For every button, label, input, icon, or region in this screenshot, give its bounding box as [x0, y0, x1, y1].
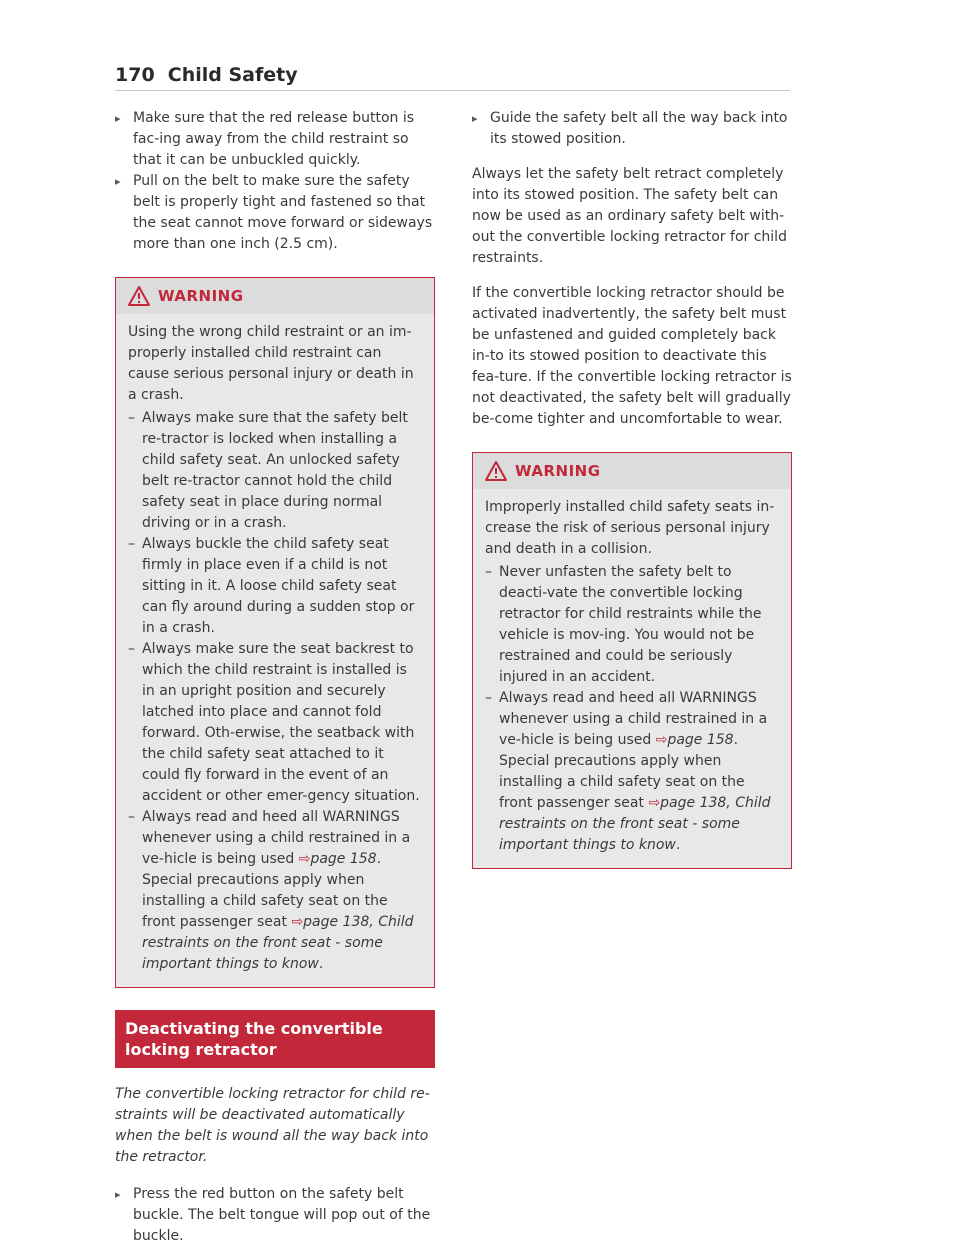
warning-item-text: .: [318, 956, 324, 972]
paragraph: Always let the safety belt retract completely into its stowed position. The safety belt can now be used as an ordinary safety belt with-out the convertible locking retractor for child restraints.: [472, 166, 787, 266]
warning-triangle-icon: [485, 461, 507, 481]
warning-item-text: . Special precautions apply when installing a child safety seat on the front passenger seat: [142, 851, 388, 930]
warning-item: – Always buckle the child safety seat firmly in place even if a child is not sitting in it. A loose child safety seat can fly around during a sudden stop or in a crash.: [128, 534, 422, 639]
section-title: Child Safety: [167, 64, 298, 86]
warning-list: [485, 562, 779, 856]
header-rule: [115, 90, 790, 91]
page-number: 170: [115, 64, 155, 86]
warning-box: [472, 452, 792, 869]
warning-item: – Never unfasten the safety belt to deacti-vate the convertible locking retractor for child restraints while the vehicle is mov-ing. You would not be restrained and could be seriously injured in an accident.: [485, 562, 779, 688]
warning-box: [115, 277, 435, 988]
warning-header: [473, 453, 791, 489]
section-heading: Deactivating the convertible locking retractor: [115, 1010, 435, 1068]
step-list: [472, 108, 792, 150]
step-item: ▸ Make sure that the red release button is fac-ing away from the child restraint so that it can be unbuckled quickly.: [115, 108, 435, 171]
warning-title: WARNING: [515, 462, 601, 480]
cross-reference-link[interactable]: ⇨page 158: [298, 851, 377, 867]
warning-body: [473, 489, 791, 868]
step-item: ▸ Pull on the belt to make sure the safety belt is properly tight and fastened so that the seat cannot move forward or sideways more than one inch (2.5 cm).: [115, 171, 435, 255]
warning-item: – Always make sure that the safety belt re-tractor is locked when installing a child safety seat. An unlocked safety belt re-tractor cannot hold the child safety seat in place during normal driving or in a crash.: [128, 408, 422, 534]
cross-reference-link[interactable]: ⇨page 138, Child restraints on the front seat - some important things to know: [499, 795, 771, 853]
section-intro: The convertible locking retractor for child re-straints will be deactivated automatically when the belt is wound all the way back into the retractor.: [115, 1086, 430, 1165]
warning-list: [128, 408, 422, 975]
warning-title: WARNING: [158, 287, 244, 305]
paragraph: If the convertible locking retractor should be activated inadvertently, the safety belt must be unfastened and guided completely back in-to its stowed position to deactivate this fea-ture. If the convertible locking retractor is not deactivated, the safety belt will gradually be-come tighter and uncomfortable to wear.: [472, 285, 792, 427]
section-step-list: [115, 1184, 435, 1247]
step-item: ▸ Guide the safety belt all the way back into its stowed position.: [472, 108, 792, 150]
arrow-right-icon: ⇨: [655, 732, 668, 748]
warning-item-text: . Special precautions apply when installing a child safety seat on the front passenger seat: [499, 732, 745, 811]
arrow-right-icon: ⇨: [298, 851, 311, 867]
warning-header: [116, 278, 434, 314]
warning-intro: Improperly installed child safety seats in-crease the risk of serious personal injury and death in a collision.: [485, 499, 775, 557]
step-item: ▸ Press the red button on the safety belt buckle. The belt tongue will pop out of the buckle.: [115, 1184, 435, 1247]
warning-intro: Using the wrong child restraint or an im-properly installed child restraint can cause serious personal injury or death in a crash.: [128, 324, 414, 403]
warning-body: [116, 314, 434, 987]
warning-item: – Always make sure the seat backrest to which the child restraint is installed is in an upright position and securely latched into place and cannot fold forward. Oth-erwise, the seatback with the child safety seat attached to it could fly forward in the event of an accident or other emer-gency situation.: [128, 639, 422, 807]
right-column: [472, 108, 792, 869]
warning-item: [485, 688, 779, 856]
arrow-right-icon: ⇨: [648, 795, 661, 811]
step-list: [115, 108, 435, 255]
warning-item-text: .: [675, 837, 681, 853]
warning-item: [128, 807, 422, 975]
warning-item-text: Always read and heed all WARNINGS whenever using a child restrained in a ve-hicle is being used: [142, 809, 411, 867]
cross-reference-link[interactable]: ⇨page 158: [655, 732, 734, 748]
left-column: [115, 108, 435, 1247]
arrow-right-icon: ⇨: [291, 914, 304, 930]
cross-reference-link[interactable]: ⇨page 138, Child restraints on the front seat - some important things to know: [142, 914, 414, 972]
warning-triangle-icon: [128, 286, 150, 306]
warning-item-text: Always read and heed all WARNINGS whenever using a child restrained in a ve-hicle is being used: [499, 690, 768, 748]
page-header: [115, 64, 790, 94]
